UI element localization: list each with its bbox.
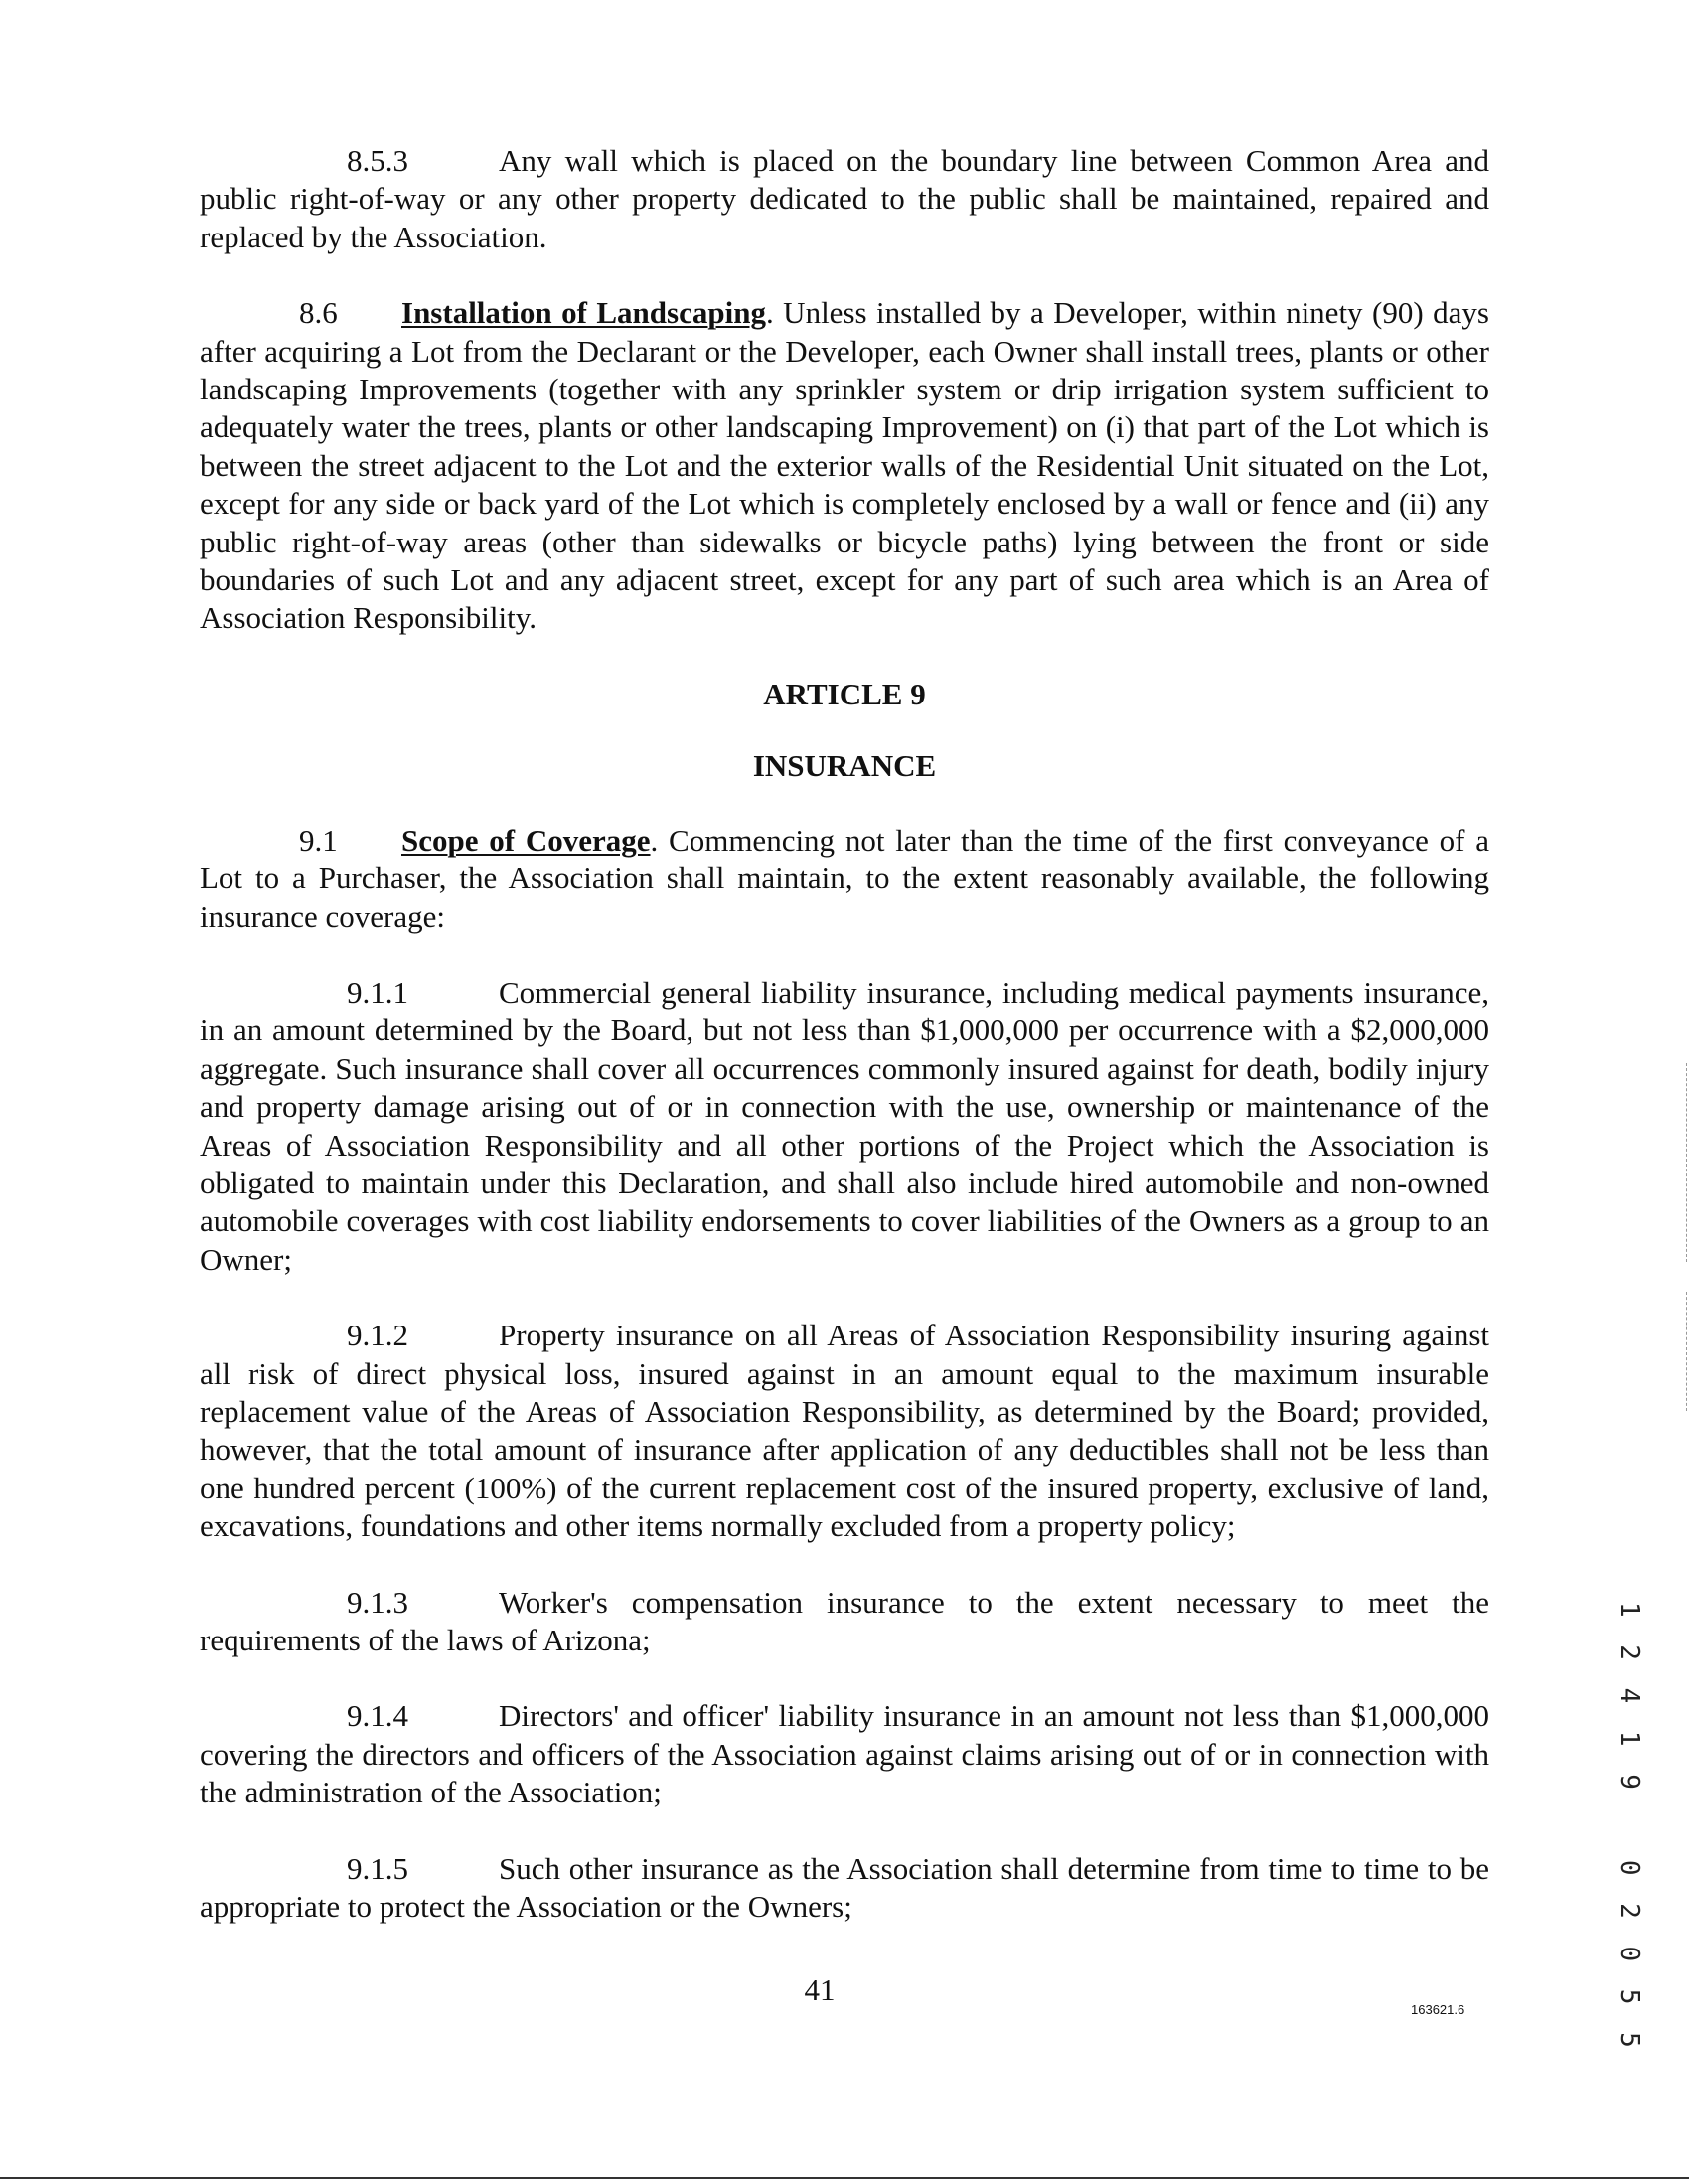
document-id: 163621.6: [1411, 2002, 1465, 2017]
page-number: 41: [804, 1972, 836, 2007]
paragraph-text: Worker's compensation insurance to the extent necessary to meet the requirements of the laws of Arizona;: [200, 1584, 1489, 1657]
paragraph-text: Property insurance on all Areas of Association Responsibility insuring against all risk of direct physical loss, insured against in an amount equal to the maximum insurable replacement value of the Areas of Association Responsibility, as determined by the Board; provided, however, that the total amount of insurance after application of any deductibles shall not be less than one hundred percent (100%) of the current replacement cost of the insured property, exclusive of land, excavations, foundations and other items normally excluded from a property policy;: [200, 1318, 1489, 1544]
paragraph-text: Directors' and officer' liability insurance in an amount not less than $1,000,000 covering the directors and officers of the Association against claims arising out of or in connection with the administration of the Association;: [200, 1698, 1489, 1810]
section-number: 9.1.3: [347, 1584, 408, 1620]
document-body: [200, 142, 1489, 1963]
paragraph-9-1-2: [200, 1317, 1489, 1545]
scan-edge-mark: [1686, 1063, 1688, 1262]
scan-edge-mark: [1686, 1292, 1688, 1411]
paragraph-9-1: [200, 822, 1489, 936]
paragraph-9-1-1: [200, 974, 1489, 1279]
article-title: ARTICLE 9: [763, 676, 926, 711]
article-subtitle: INSURANCE: [752, 748, 937, 784]
paragraph-text: Commercial general liability insurance, including medical payments insurance, in an amount determined by the Board, but not less than $1,000,000 per occurrence with a $2,000,000 aggregate. Such insurance shall cover all occurrences commonly insured against for death, bodily injury and property damage arising out of or in connection with the use, ownership or maintenance of the Areas of Association Responsibility and all other portions of the Project which the Association is obligated to maintain under this Declaration, and shall also include hired automobile and non-owned automobile coverages with cost liability endorsements to cover liabilities of the Owners as a group to an Owner;: [200, 974, 1489, 1277]
section-number: 9.1.1: [347, 974, 408, 1010]
section-number: 9.1: [299, 822, 338, 858]
section-number: 9.1.2: [347, 1318, 408, 1353]
paragraph-8-6: [200, 294, 1489, 638]
section-number: 8.6: [299, 295, 338, 331]
section-heading: Installation of Landscaping: [401, 295, 766, 331]
paragraph-8-5-3: [200, 142, 1489, 256]
recording-stamp-text: 1 2 4 1 9 0 2 0 5 5: [1614, 1602, 1644, 2054]
scan-bottom-edge: [0, 2177, 1689, 2179]
paragraph-text: Any wall which is placed on the boundary line between Common Area and public right-of-way or any other property dedicated to the public shall be maintained, repaired and replaced by the Association.: [200, 143, 1489, 254]
section-number: 8.5.3: [347, 143, 408, 178]
recording-stamp: [1614, 1602, 1644, 2054]
paragraph-9-1-5: [200, 1850, 1489, 1927]
section-heading: Scope of Coverage: [401, 822, 651, 858]
paragraph-text: Such other insurance as the Association shall determine from time to time to be appropriate to protect the Association or the Owners;: [200, 1850, 1489, 1925]
paragraph-text: . Unless installed by a Developer, within ninety (90) days after acquiring a Lot from the Declarant or the Developer, each Owner shall install trees, plants or other landscaping Improvements (together with any sprinkler system or drip irrigation system sufficient to adequately water the trees, plants or other landscaping Improvement) on (i) that part of the Lot which is between the street adjacent to the Lot and the exterior walls of the Residential Unit situated on the Lot, except for any side or back yard of the Lot which is completely enclosed by a wall or fence and (ii) any public right-of-way areas (other than sidewalks or bicycle paths) lying between the front or side boundaries of such Lot and any adjacent street, except for any part of such area which is an Area of Association Responsibility.: [200, 295, 1489, 636]
paragraph-9-1-4: [200, 1697, 1489, 1811]
paragraph-9-1-3: [200, 1584, 1489, 1660]
section-number: 9.1.4: [347, 1698, 408, 1734]
section-number: 9.1.5: [347, 1850, 408, 1886]
paragraph-text: . Commencing not later than the time of the first conveyance of a Lot to a Purchaser, the Association shall maintain, to the extent reasonably available, the following insurance coverage:: [200, 822, 1489, 934]
